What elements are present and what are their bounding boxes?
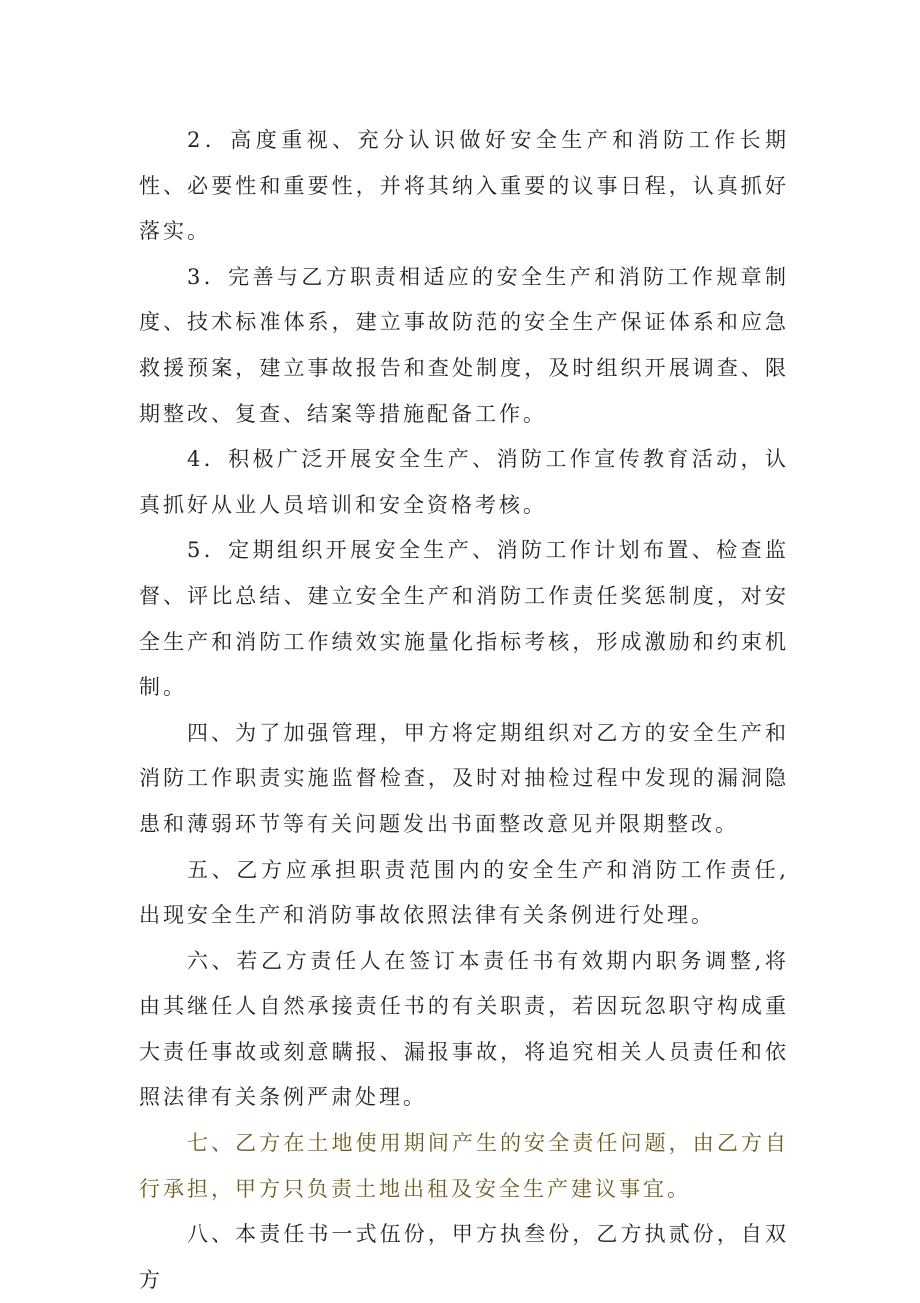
section-seven: 七、乙方在土地使用期间产生的安全责任问题，由乙方自行承担，甲方只负责土地出租及安全生产建议事宜。 [139, 1131, 789, 1201]
section-four: 四、为了加强管理，甲方将定期组织对乙方的安全生产和消防工作职责实施监督检查，及时对抽检过程中发现的漏洞隐患和薄弱环节等有关问题发出书面整改意见并限期整改。 [139, 720, 789, 836]
section-six: 六、若乙方责任人在签订本责任书有效期内职务调整,将由其继任人自然承接责任书的有关职责，若因玩忽职守构成重大责任事故或刻意瞒报、漏报事故，将追究相关人员责任和依照法律有关条例严肃处理。 [139, 948, 789, 1110]
section-five: 五、乙方应承担职责范围内的安全生产和消防工作责任,出现安全生产和消防事故依照法律有关条例进行处理。 [139, 857, 789, 928]
document-body [139, 118, 789, 1303]
paragraph-item-3: 3．完善与乙方职责相适应的安全生产和消防工作规章制度、技术标准体系，建立事故防范的安全生产保证体系和应急救援预案，建立事故报告和查处制度，及时组织开展调查、限期整改、复查、结案等措施配备工作。 [139, 264, 789, 426]
section-eight: 八、本责任书一式伍份，甲方执叁份，乙方执贰份，自双方 [139, 1222, 789, 1292]
paragraph-item-5: 5．定期组织开展安全生产、消防工作计划布置、检查监督、评比总结、建立安全生产和消防工作责任奖惩制度，对安全生产和消防工作绩效实施量化指标考核，形成激励和约束机制。 [139, 538, 789, 700]
paragraph-item-4: 4．积极广泛开展安全生产、消防工作宣传教育活动，认真抓好从业人员培训和安全资格考核。 [139, 447, 789, 517]
paragraph-item-2: 2．高度重视、充分认识做好安全生产和消防工作长期性、必要性和重要性，并将其纳入重要的议事日程，认真抓好落实。 [139, 128, 789, 244]
